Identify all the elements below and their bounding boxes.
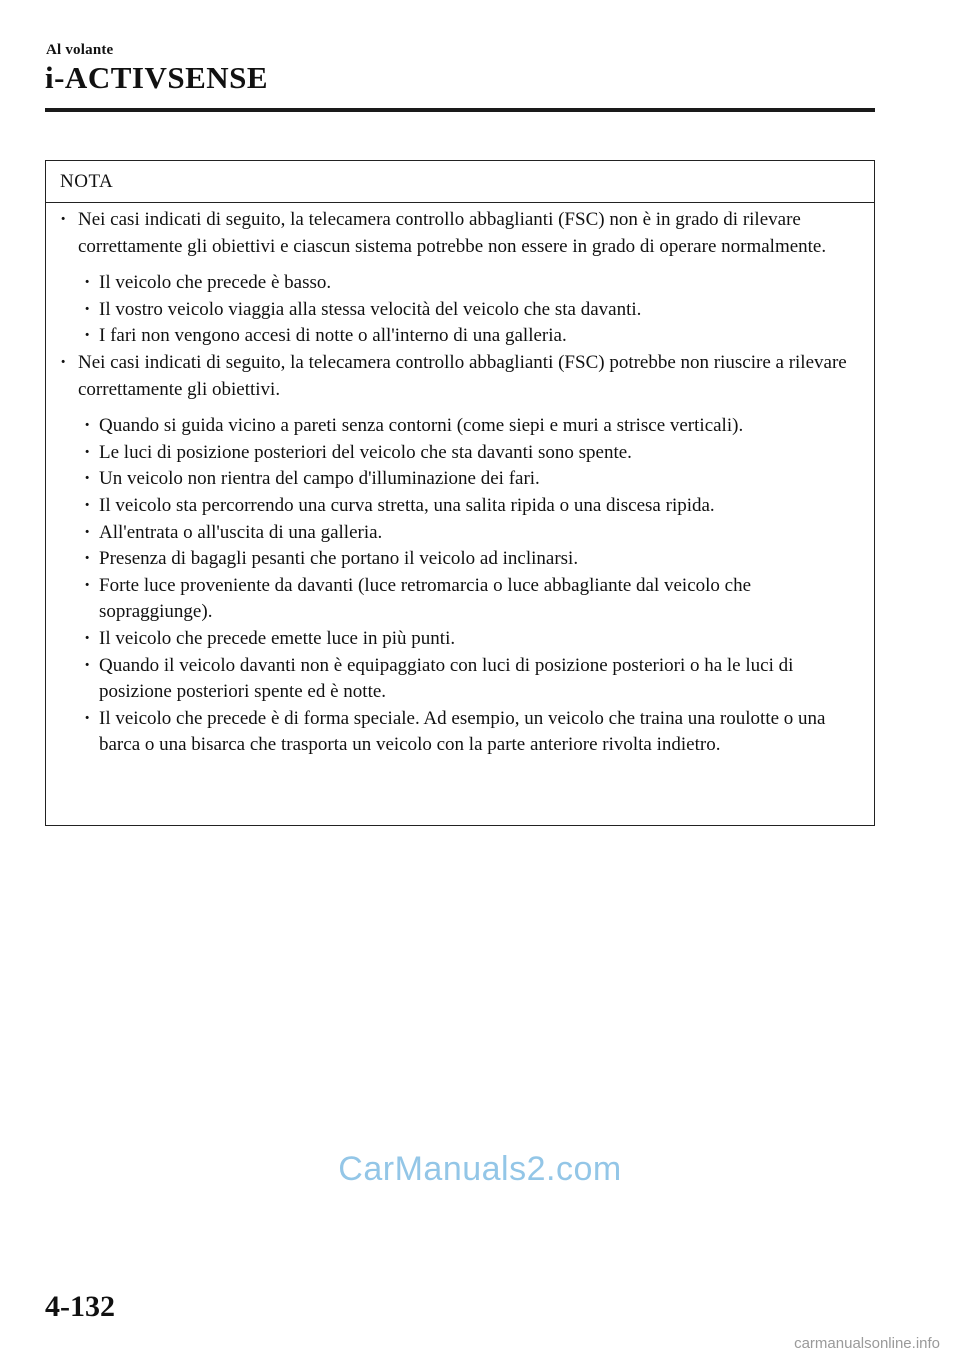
title-rule <box>45 108 875 112</box>
sub-item: · Quando il veicolo davanti non è equipaggiato con luci di posizione posteriori o ha le luci di posizione posteriori spente ed è notte. <box>84 653 860 706</box>
watermark-logo[interactable]: CarManuals2.com <box>338 1150 622 1188</box>
note-body <box>46 203 874 759</box>
note-item: · Nei casi indicati di seguito, la telecamera controllo abbaglianti (FSC) potrebbe non riuscire a rilevare correttamente gli obiettivi. <box>60 350 860 403</box>
sub-list <box>60 270 860 350</box>
sub-item: · Il veicolo che precede è basso. <box>84 270 860 297</box>
note-item: · Nei casi indicati di seguito, la telecamera controllo abbaglianti (FSC) non è in grado di rilevare correttamente gli obiettivi e ciascun sistema potrebbe non essere in grado di operare normalmente. <box>60 207 860 260</box>
sub-item: · Un veicolo non rientra del campo d'illuminazione dei fari. <box>84 466 860 493</box>
section-label: Al volante <box>46 42 114 58</box>
note-title: NOTA <box>46 161 874 203</box>
sub-item: · Il veicolo che precede è di forma speciale. Ad esempio, un veicolo che traina una roulotte o una barca o una bisarca che trasporta un veicolo con la parte anteriore rivolta indietro. <box>84 706 860 759</box>
sub-item: · Forte luce proveniente da davanti (luce retromarcia o luce abbagliante dal veicolo che sopraggiunge). <box>84 573 860 626</box>
sub-item: · Quando si guida vicino a pareti senza contorni (come siepi e muri a strisce verticali). <box>84 413 860 440</box>
sub-item: · Il veicolo che precede emette luce in più punti. <box>84 626 860 653</box>
sub-item: · Le luci di posizione posteriori del veicolo che sta davanti sono spente. <box>84 440 860 467</box>
page-number: 4-132 <box>45 1290 115 1323</box>
chapter-title: i-ACTIVSENSE <box>45 60 269 95</box>
sub-item: · Il veicolo sta percorrendo una curva stretta, una salita ripida o una discesa ripida. <box>84 493 860 520</box>
sub-item: · Presenza di bagagli pesanti che portano il veicolo ad inclinarsi. <box>84 546 860 573</box>
sub-list <box>60 413 860 759</box>
sub-item: · I fari non vengono accesi di notte o all'interno di una galleria. <box>84 323 860 350</box>
sub-item: · Il vostro veicolo viaggia alla stessa velocità del veicolo che sta davanti. <box>84 297 860 324</box>
note-box <box>45 160 875 826</box>
note-block-1 <box>60 207 860 350</box>
footer-site-link[interactable]: carmanualsonline.info <box>794 1335 940 1352</box>
note-block-2 <box>60 350 860 759</box>
sub-item: · All'entrata o all'uscita di una galleria. <box>84 520 860 547</box>
